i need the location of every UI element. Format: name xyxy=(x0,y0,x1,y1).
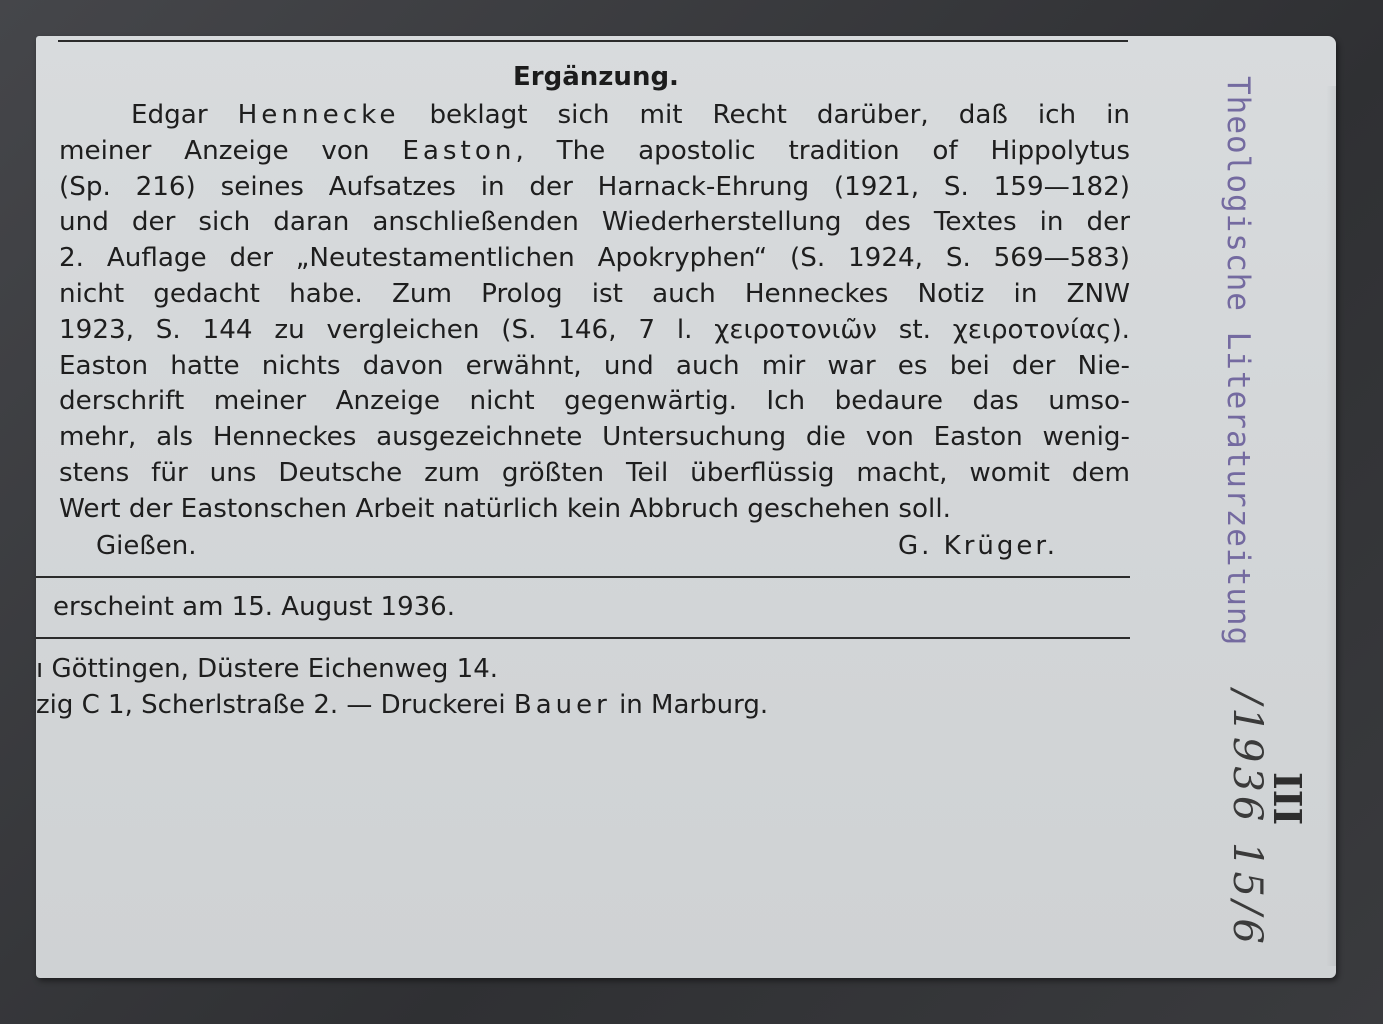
article-line xyxy=(59,134,1130,170)
spaced-name: Easton xyxy=(402,135,516,166)
signature-author: G. Krüger. xyxy=(898,531,1058,561)
article-line xyxy=(59,384,1130,420)
article-text: (Sp. 216) seines Aufsatzes in der Harnack-Ehrung (1921, S. 159—182) xyxy=(59,171,1130,202)
article-text: und der sich daran anschließenden Wiederherstellung des Textes in der xyxy=(59,207,1130,238)
imprint-line-2-start: zig C 1, Scherlstraße 2. — Druckerei xyxy=(36,690,514,720)
article-text: 1923, S. 144 zu vergleichen (S. 146, 7 l. χειροτονιῶν st. χειροτονίας). xyxy=(59,314,1130,345)
newspaper-clipping xyxy=(36,36,1336,978)
article-text: stens für uns Deutsche zum größten Teil überflüssig macht, womit dem xyxy=(59,457,1130,488)
article-line xyxy=(59,349,1130,385)
article-text: meiner Anzeige von xyxy=(59,135,403,166)
article-text: nicht gedacht habe. Zum Prolog ist auch Henneckes Notiz in ZNW xyxy=(59,278,1130,309)
article-text: , The apostolic tradition of Hippolytus xyxy=(515,135,1130,166)
article-text: mehr, als Henneckes ausgezeichnete Untersuchung die von Easton wenig- xyxy=(59,422,1130,453)
article-line xyxy=(59,98,1130,134)
article-line xyxy=(59,492,1130,528)
article-line xyxy=(59,241,1130,277)
article-text: derschrift meiner Anzeige nicht gegenwärtig. Ich bedaure das umso- xyxy=(59,386,1130,417)
handwritten-date: /1936 15/6 xyxy=(1224,690,1270,948)
library-stamp xyxy=(1220,76,1260,676)
handwritten-roman-numeral xyxy=(1262,772,1312,832)
article-text: Easton hatte nichts davon erwähnt, und auch mir war es bei der Nie- xyxy=(59,350,1130,381)
imprint-line-2-end: in Marburg. xyxy=(610,690,769,720)
article-text: Wert der Eastonschen Arbeit natürlich kein Abbruch geschehen soll. xyxy=(59,493,951,524)
imprint-printer-name: Bauer xyxy=(513,690,611,720)
article-line xyxy=(59,313,1130,349)
imprint-line-2 xyxy=(36,690,768,720)
article-body xyxy=(59,98,1130,528)
top-rule xyxy=(58,40,1128,42)
article-line xyxy=(59,456,1130,492)
article-text: 2. Auflage der „Neutestamentlichen Apokryphen“ (S. 1924, S. 569—583) xyxy=(59,243,1130,274)
spaced-name: Hennecke xyxy=(237,100,400,130)
stamp-text: Theologische Literaturzeitung xyxy=(1220,76,1256,647)
article-heading: Ergänzung. xyxy=(513,62,679,92)
article-text: beklagt sich mit Recht darüber, daß ich in xyxy=(399,100,1130,130)
article-line xyxy=(59,205,1130,241)
article-line xyxy=(59,420,1130,456)
roman-numeral-text: III xyxy=(1265,772,1310,826)
imprint-line-1: ı Göttingen, Düstere Eichenweg 14. xyxy=(36,654,499,684)
publication-notice: erscheint am 15. August 1936. xyxy=(53,592,455,622)
middle-rule xyxy=(36,576,1130,578)
paper-edge-shadow xyxy=(1326,86,1336,966)
article-line xyxy=(59,170,1130,206)
bottom-rule xyxy=(36,637,1130,639)
article-text: Edgar xyxy=(131,100,238,130)
signature-place: Gießen. xyxy=(96,531,197,561)
article-line xyxy=(59,277,1130,313)
